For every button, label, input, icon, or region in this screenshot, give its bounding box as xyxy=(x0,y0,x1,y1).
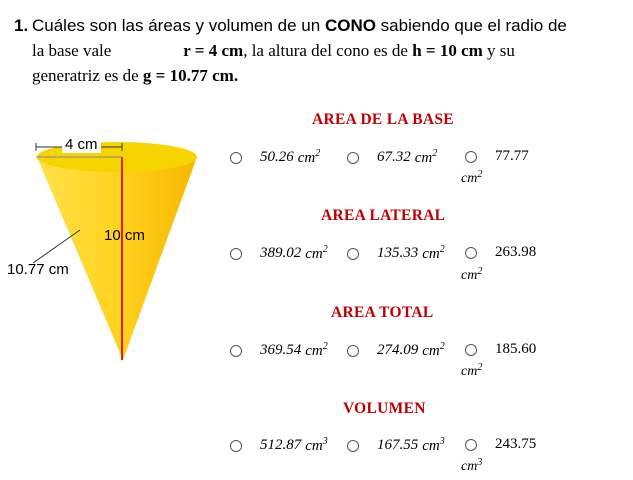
heading-area-total: AREA TOTAL xyxy=(331,304,434,321)
question-line-2: la base vale r = 4 cm, la altura del cono es de h = 10 cm y su xyxy=(32,41,515,60)
cone-illustration xyxy=(0,135,215,375)
option-lateral-a[interactable]: 389.02 $cm^2$ xyxy=(230,244,328,263)
option-volumen-b[interactable]: 167.55 $cm^3$ xyxy=(347,436,445,455)
radio-total-c[interactable] xyxy=(465,344,477,356)
cone-body xyxy=(37,157,197,360)
radius-value: r = 4 cm xyxy=(183,41,244,60)
option-total-a[interactable]: 369.54 $cm^2$ xyxy=(230,341,328,360)
unit-total-c: $cm^2$ xyxy=(461,362,483,379)
question-number: 1. xyxy=(14,16,29,35)
radio-base-b[interactable] xyxy=(347,152,359,164)
heading-area-base: AREA DE LA BASE xyxy=(312,111,454,128)
slant-label: 10.77 cm xyxy=(7,261,69,278)
unit-volumen-c: $cm^3$ xyxy=(461,457,483,474)
heading-area-lateral: AREA LATERAL xyxy=(321,207,446,224)
cone-word: CONO xyxy=(324,16,376,35)
height-value: h = 10 cm xyxy=(412,41,483,60)
cone-figure xyxy=(0,135,215,375)
option-volumen-a[interactable]: 512.87 $cm^3$ xyxy=(230,436,328,455)
option-base-c[interactable]: 77.77 xyxy=(465,148,529,165)
radio-volumen-c[interactable] xyxy=(465,439,477,451)
height-label: 10 cm xyxy=(104,227,145,244)
option-lateral-c[interactable]: 263.98 xyxy=(465,244,536,261)
radio-base-c[interactable] xyxy=(465,151,477,163)
option-base-a[interactable]: 50.26 $cm^2$ xyxy=(230,148,320,167)
radius-label: 4 cm xyxy=(62,136,101,153)
radio-volumen-a[interactable] xyxy=(230,440,242,452)
radio-lateral-c[interactable] xyxy=(465,247,477,259)
unit-base-c: $cm^2$ xyxy=(461,169,483,186)
option-base-b[interactable]: 67.32 $cm^2$ xyxy=(347,148,437,167)
radio-total-b[interactable] xyxy=(347,345,359,357)
radio-total-a[interactable] xyxy=(230,345,242,357)
question-line-1: Cuáles son las áreas y volumen de un CONO sabiendo que el radio de xyxy=(32,16,567,35)
heading-volumen: VOLUMEN xyxy=(343,400,426,417)
slant-value: g = 10.77 cm. xyxy=(142,66,239,85)
question-line-3: generatriz es de g = 10.77 cm. xyxy=(32,66,239,85)
option-volumen-c[interactable]: 243.75 xyxy=(465,436,536,453)
option-lateral-b[interactable]: 135.33 $cm^2$ xyxy=(347,244,445,263)
radio-base-a[interactable] xyxy=(230,152,242,164)
radio-volumen-b[interactable] xyxy=(347,440,359,452)
unit-lateral-c: $cm^2$ xyxy=(461,266,483,283)
option-total-c[interactable]: 185.60 xyxy=(465,341,536,358)
radio-lateral-b[interactable] xyxy=(347,248,359,260)
option-total-b[interactable]: 274.09 $cm^2$ xyxy=(347,341,445,360)
radio-lateral-a[interactable] xyxy=(230,248,242,260)
slant-pointer xyxy=(33,230,80,263)
